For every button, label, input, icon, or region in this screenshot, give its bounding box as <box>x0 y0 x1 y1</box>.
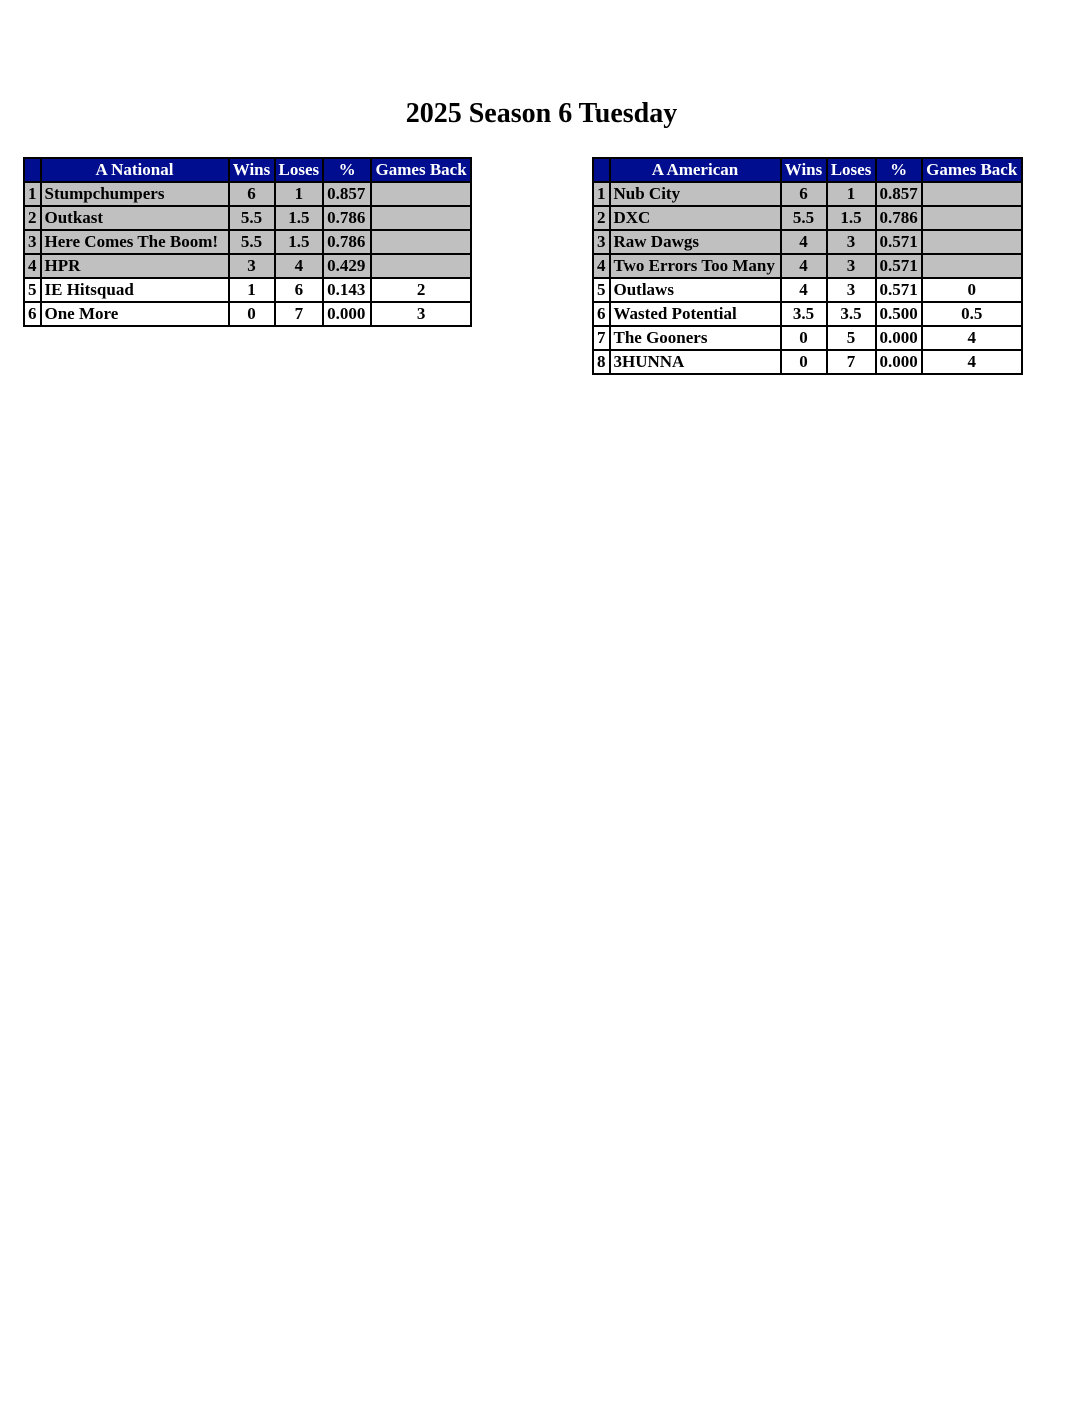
games-back-cell: 0 <box>922 278 1022 302</box>
rank-cell: 3 <box>593 230 610 254</box>
games-back-cell: 4 <box>922 326 1022 350</box>
table-row <box>593 182 1022 206</box>
games-back-cell: 3 <box>371 302 471 326</box>
table-row <box>24 230 471 254</box>
loses-cell: 3 <box>827 278 876 302</box>
table-row <box>593 206 1022 230</box>
loses-cell: 3 <box>827 254 876 278</box>
loses-header: Loses <box>275 158 324 182</box>
loses-header: Loses <box>827 158 876 182</box>
pct-cell: 0.786 <box>876 206 922 230</box>
wins-cell: 5.5 <box>781 206 827 230</box>
games-back-cell <box>371 230 471 254</box>
wins-cell: 4 <box>781 254 827 278</box>
games-back-header: Games Back <box>371 158 471 182</box>
division-header: A National <box>41 158 229 182</box>
rank-cell: 6 <box>593 302 610 326</box>
team-name-cell: 3HUNNA <box>610 350 781 374</box>
team-name-cell: Here Comes The Boom! <box>41 230 229 254</box>
table-row <box>24 254 471 278</box>
rank-cell: 2 <box>593 206 610 230</box>
wins-header: Wins <box>229 158 275 182</box>
loses-cell: 4 <box>275 254 324 278</box>
team-name-cell: HPR <box>41 254 229 278</box>
rank-cell: 1 <box>593 182 610 206</box>
rank-cell: 4 <box>593 254 610 278</box>
rank-cell: 3 <box>24 230 41 254</box>
pct-cell: 0.857 <box>876 182 922 206</box>
wins-cell: 5.5 <box>229 206 275 230</box>
loses-cell: 1 <box>827 182 876 206</box>
games-back-cell <box>371 254 471 278</box>
division-header: A American <box>610 158 781 182</box>
team-name-cell: One More <box>41 302 229 326</box>
wins-cell: 4 <box>781 278 827 302</box>
table-row <box>593 254 1022 278</box>
rank-cell: 5 <box>593 278 610 302</box>
national-standings-table <box>23 157 472 327</box>
wins-cell: 0 <box>229 302 275 326</box>
pct-header: % <box>323 158 371 182</box>
wins-cell: 0 <box>781 350 827 374</box>
pct-cell: 0.786 <box>323 230 371 254</box>
team-name-cell: Outlaws <box>610 278 781 302</box>
team-name-cell: Two Errors Too Many <box>610 254 781 278</box>
table-row <box>24 182 471 206</box>
loses-cell: 7 <box>827 350 876 374</box>
loses-cell: 1 <box>275 182 324 206</box>
pct-cell: 0.000 <box>323 302 371 326</box>
pct-cell: 0.786 <box>323 206 371 230</box>
pct-header: % <box>876 158 922 182</box>
rank-header <box>24 158 41 182</box>
rank-cell: 2 <box>24 206 41 230</box>
pct-cell: 0.000 <box>876 350 922 374</box>
table-row <box>593 350 1022 374</box>
loses-cell: 3.5 <box>827 302 876 326</box>
games-back-cell: 0.5 <box>922 302 1022 326</box>
games-back-cell <box>922 254 1022 278</box>
table-row <box>24 278 471 302</box>
loses-cell: 7 <box>275 302 324 326</box>
pct-cell: 0.143 <box>323 278 371 302</box>
pct-cell: 0.000 <box>876 326 922 350</box>
rank-cell: 1 <box>24 182 41 206</box>
table-header-row <box>593 158 1022 182</box>
wins-cell: 3 <box>229 254 275 278</box>
team-name-cell: Outkast <box>41 206 229 230</box>
team-name-cell: Stumpchumpers <box>41 182 229 206</box>
wins-cell: 3.5 <box>781 302 827 326</box>
wins-header: Wins <box>781 158 827 182</box>
wins-cell: 0 <box>781 326 827 350</box>
rank-cell: 5 <box>24 278 41 302</box>
games-back-cell <box>922 230 1022 254</box>
games-back-cell <box>371 206 471 230</box>
pct-cell: 0.571 <box>876 254 922 278</box>
loses-cell: 1.5 <box>275 230 324 254</box>
games-back-header: Games Back <box>922 158 1022 182</box>
rank-cell: 4 <box>24 254 41 278</box>
rank-cell: 7 <box>593 326 610 350</box>
wins-cell: 5.5 <box>229 230 275 254</box>
games-back-cell <box>922 206 1022 230</box>
team-name-cell: DXC <box>610 206 781 230</box>
page-title: 2025 Season 6 Tuesday <box>405 98 678 129</box>
rank-cell: 6 <box>24 302 41 326</box>
pct-cell: 0.429 <box>323 254 371 278</box>
games-back-cell <box>922 182 1022 206</box>
wins-cell: 6 <box>781 182 827 206</box>
pct-cell: 0.500 <box>876 302 922 326</box>
pct-cell: 0.571 <box>876 230 922 254</box>
table-header-row <box>24 158 471 182</box>
wins-cell: 6 <box>229 182 275 206</box>
loses-cell: 6 <box>275 278 324 302</box>
rank-header <box>593 158 610 182</box>
team-name-cell: Wasted Potential <box>610 302 781 326</box>
team-name-cell: Nub City <box>610 182 781 206</box>
games-back-cell: 2 <box>371 278 471 302</box>
loses-cell: 3 <box>827 230 876 254</box>
table-row <box>593 230 1022 254</box>
games-back-cell <box>371 182 471 206</box>
pct-cell: 0.571 <box>876 278 922 302</box>
american-standings-table <box>592 157 1023 375</box>
loses-cell: 5 <box>827 326 876 350</box>
loses-cell: 1.5 <box>275 206 324 230</box>
games-back-cell: 4 <box>922 350 1022 374</box>
table-row <box>593 278 1022 302</box>
pct-cell: 0.857 <box>323 182 371 206</box>
table-row <box>24 206 471 230</box>
team-name-cell: IE Hitsquad <box>41 278 229 302</box>
table-row <box>593 302 1022 326</box>
rank-cell: 8 <box>593 350 610 374</box>
table-row <box>24 302 471 326</box>
loses-cell: 1.5 <box>827 206 876 230</box>
table-row <box>593 326 1022 350</box>
wins-cell: 1 <box>229 278 275 302</box>
team-name-cell: Raw Dawgs <box>610 230 781 254</box>
team-name-cell: The Gooners <box>610 326 781 350</box>
wins-cell: 4 <box>781 230 827 254</box>
